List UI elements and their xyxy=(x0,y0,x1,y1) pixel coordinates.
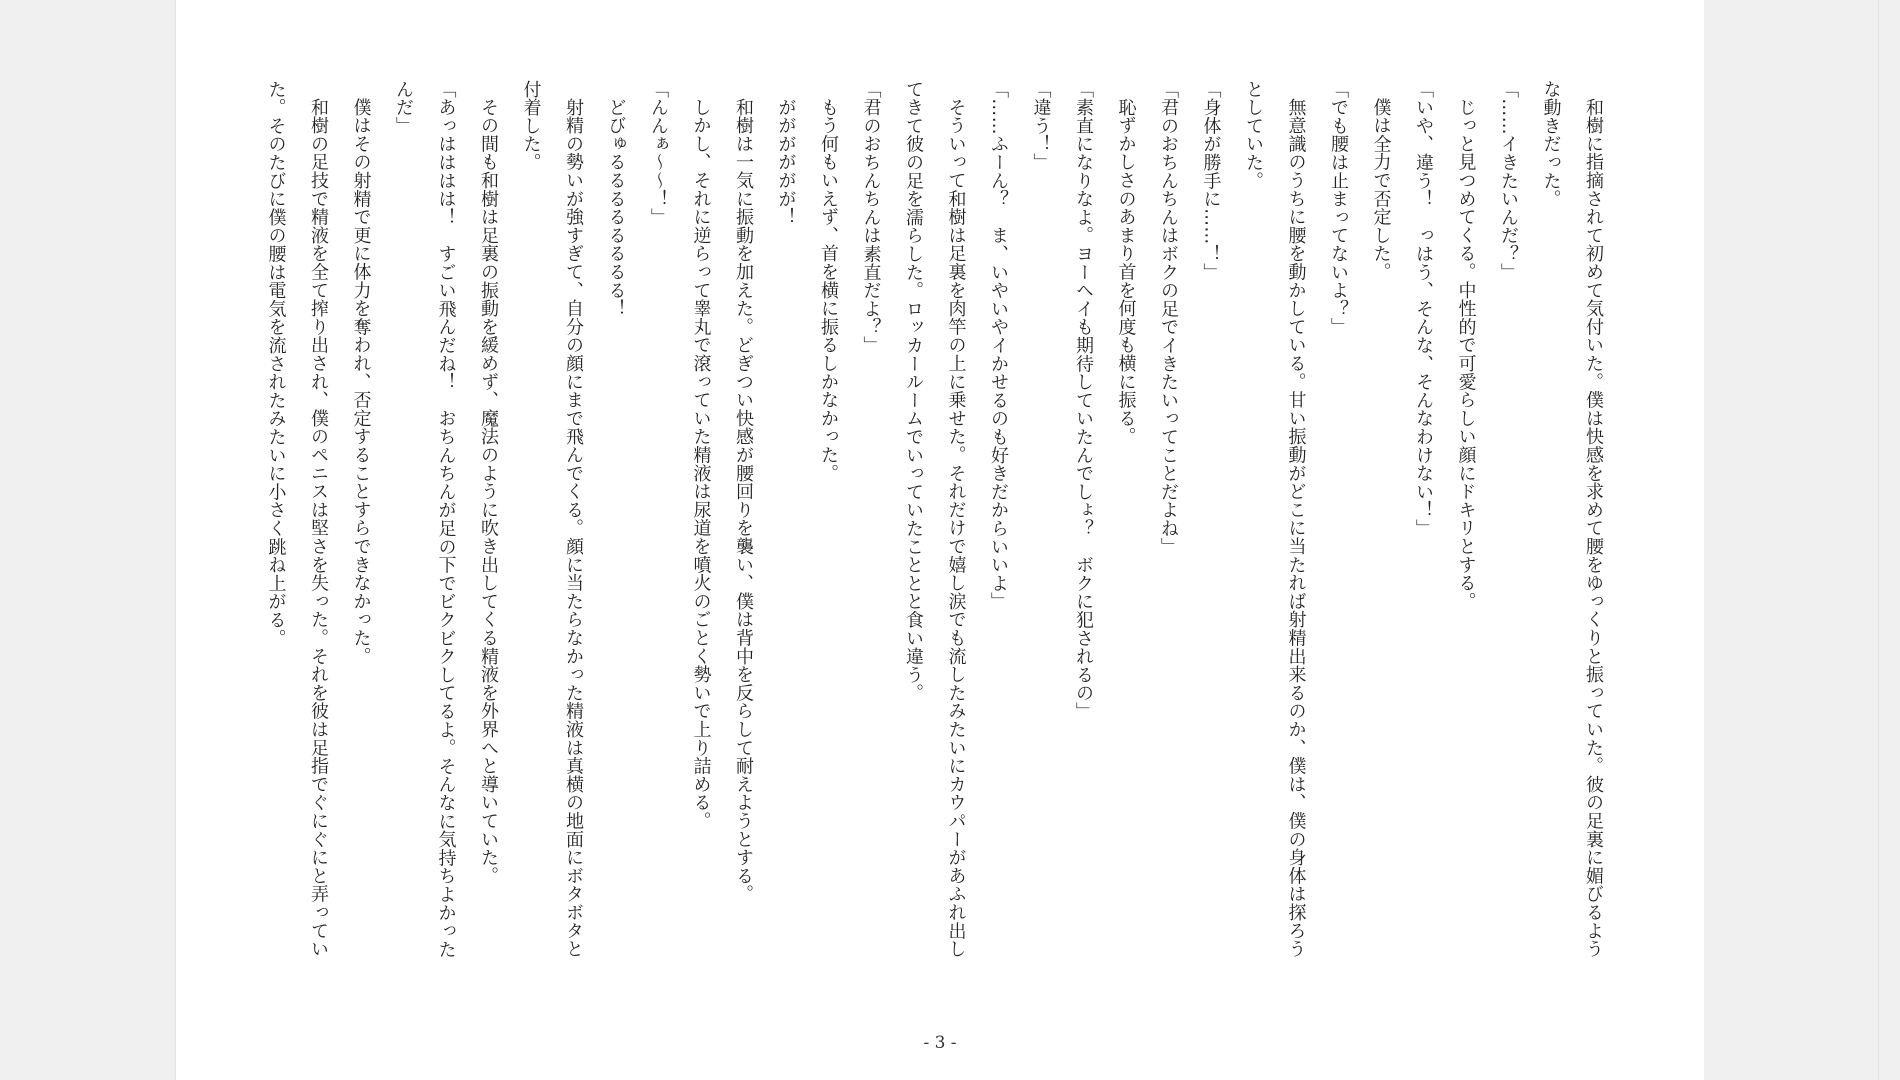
paragraph: しかし、それに逆らって睾丸で滾っていた精液は尿道を噴火のごとく勢いで上り詰める。 xyxy=(690,98,712,830)
paragraph: 和樹の足技で精液を全て搾り出され、僕のペニスは堅さを失った。それを彼は足指でぐにぐにと弄っていた。そのたびに僕の腰は電気を流されたみたいに小さく跳ね上がる。 xyxy=(265,80,329,959)
paragraph: がががががが！ xyxy=(775,98,797,227)
paragraph: 「でも腰は止まってないよ？」 xyxy=(1328,80,1349,337)
paragraph: 「違う！」 xyxy=(1030,80,1052,172)
paragraph: その間も和樹は足裏の振動を緩めず、魔法のように吹き出してくる精液を外界へと導いていた。 xyxy=(478,98,499,885)
paragraph: 「いや、違う！ っはう、そんな、そんなわけない！」 xyxy=(1413,80,1434,538)
paragraph: 「君のおちんちんは素直だよ？」 xyxy=(860,80,882,355)
paragraph: 和樹は一気に振動を加えた。どぎつい快感が腰回りを襲い、僕は背中を反らして耐えようとする。 xyxy=(733,98,754,904)
paragraph: 「……イきたいんだ？」 xyxy=(1498,80,1519,282)
paragraph: 僕はその射精で更に体力を奪われ、否定することすらできなかった。 xyxy=(350,98,372,666)
paragraph: 射精の勢いが強すぎて、自分の顔にまで飛んでくる。顔に当たらなかった精液は真横の地面にボタボタと付着した。 xyxy=(520,80,584,959)
paragraph: 「君のおちんちんはボクの足でイきたいってことだよね」 xyxy=(1158,80,1179,556)
paragraph: 恥ずかしさのあまり首を何度も横に振る。 xyxy=(1115,98,1137,446)
paragraph: どびゅるるるるるるるる！ xyxy=(605,98,627,318)
paragraph: そういって和樹は足裏を肉竿の上に乗せた。それだけで嬉し涙でも流したみたいにカウパーがあふれ出してきて彼の足を濡らした。ロッカールームでいっていたこととと食い違う。 xyxy=(903,80,967,959)
paragraph: 和樹に指摘されて初めて気付いた。僕は快感を求めて腰をゆっくりと振っていた。彼の足裏に媚びるような動きだった。 xyxy=(1540,80,1604,959)
paragraph: 「……ふーん？ ま、いやいやイかせるのも好きだからいいよ」 xyxy=(988,80,1009,611)
paragraph: もう何もいえず、首を横に振るしかなかった。 xyxy=(818,98,839,483)
paragraph: 僕は全力で否定した。 xyxy=(1370,98,1392,281)
document-page xyxy=(176,0,1704,1080)
viewer-gutter xyxy=(1704,0,1900,1080)
vertical-text-body xyxy=(254,80,1614,970)
paragraph: 「あっはははは！ すごい飛んだね！ おちんちんが足の下でビクビクしてるよ。そんなに気持ちよかったんだ」 xyxy=(393,80,457,959)
paragraph: 無意識のうちに腰を動かしている。甘い振動がどこに当たれば射精出来るのか、僕は、僕の身体は探ろうとしていた。 xyxy=(1243,80,1307,959)
paragraph: 「素直になりなよ。ヨーヘイも期待していたんでしょ？ ボクに犯されるの」 xyxy=(1073,80,1094,721)
paragraph: じっと見つめてくる。中性的で可愛らしい顔にドキリとする。 xyxy=(1455,98,1477,611)
vertical-scrollbar[interactable] xyxy=(1878,0,1900,1080)
paragraph: 「身体が勝手に……！」 xyxy=(1200,80,1222,282)
page-number: - 3 - xyxy=(923,1033,957,1053)
paragraph: 「んんぁ～～！」 xyxy=(648,80,669,227)
